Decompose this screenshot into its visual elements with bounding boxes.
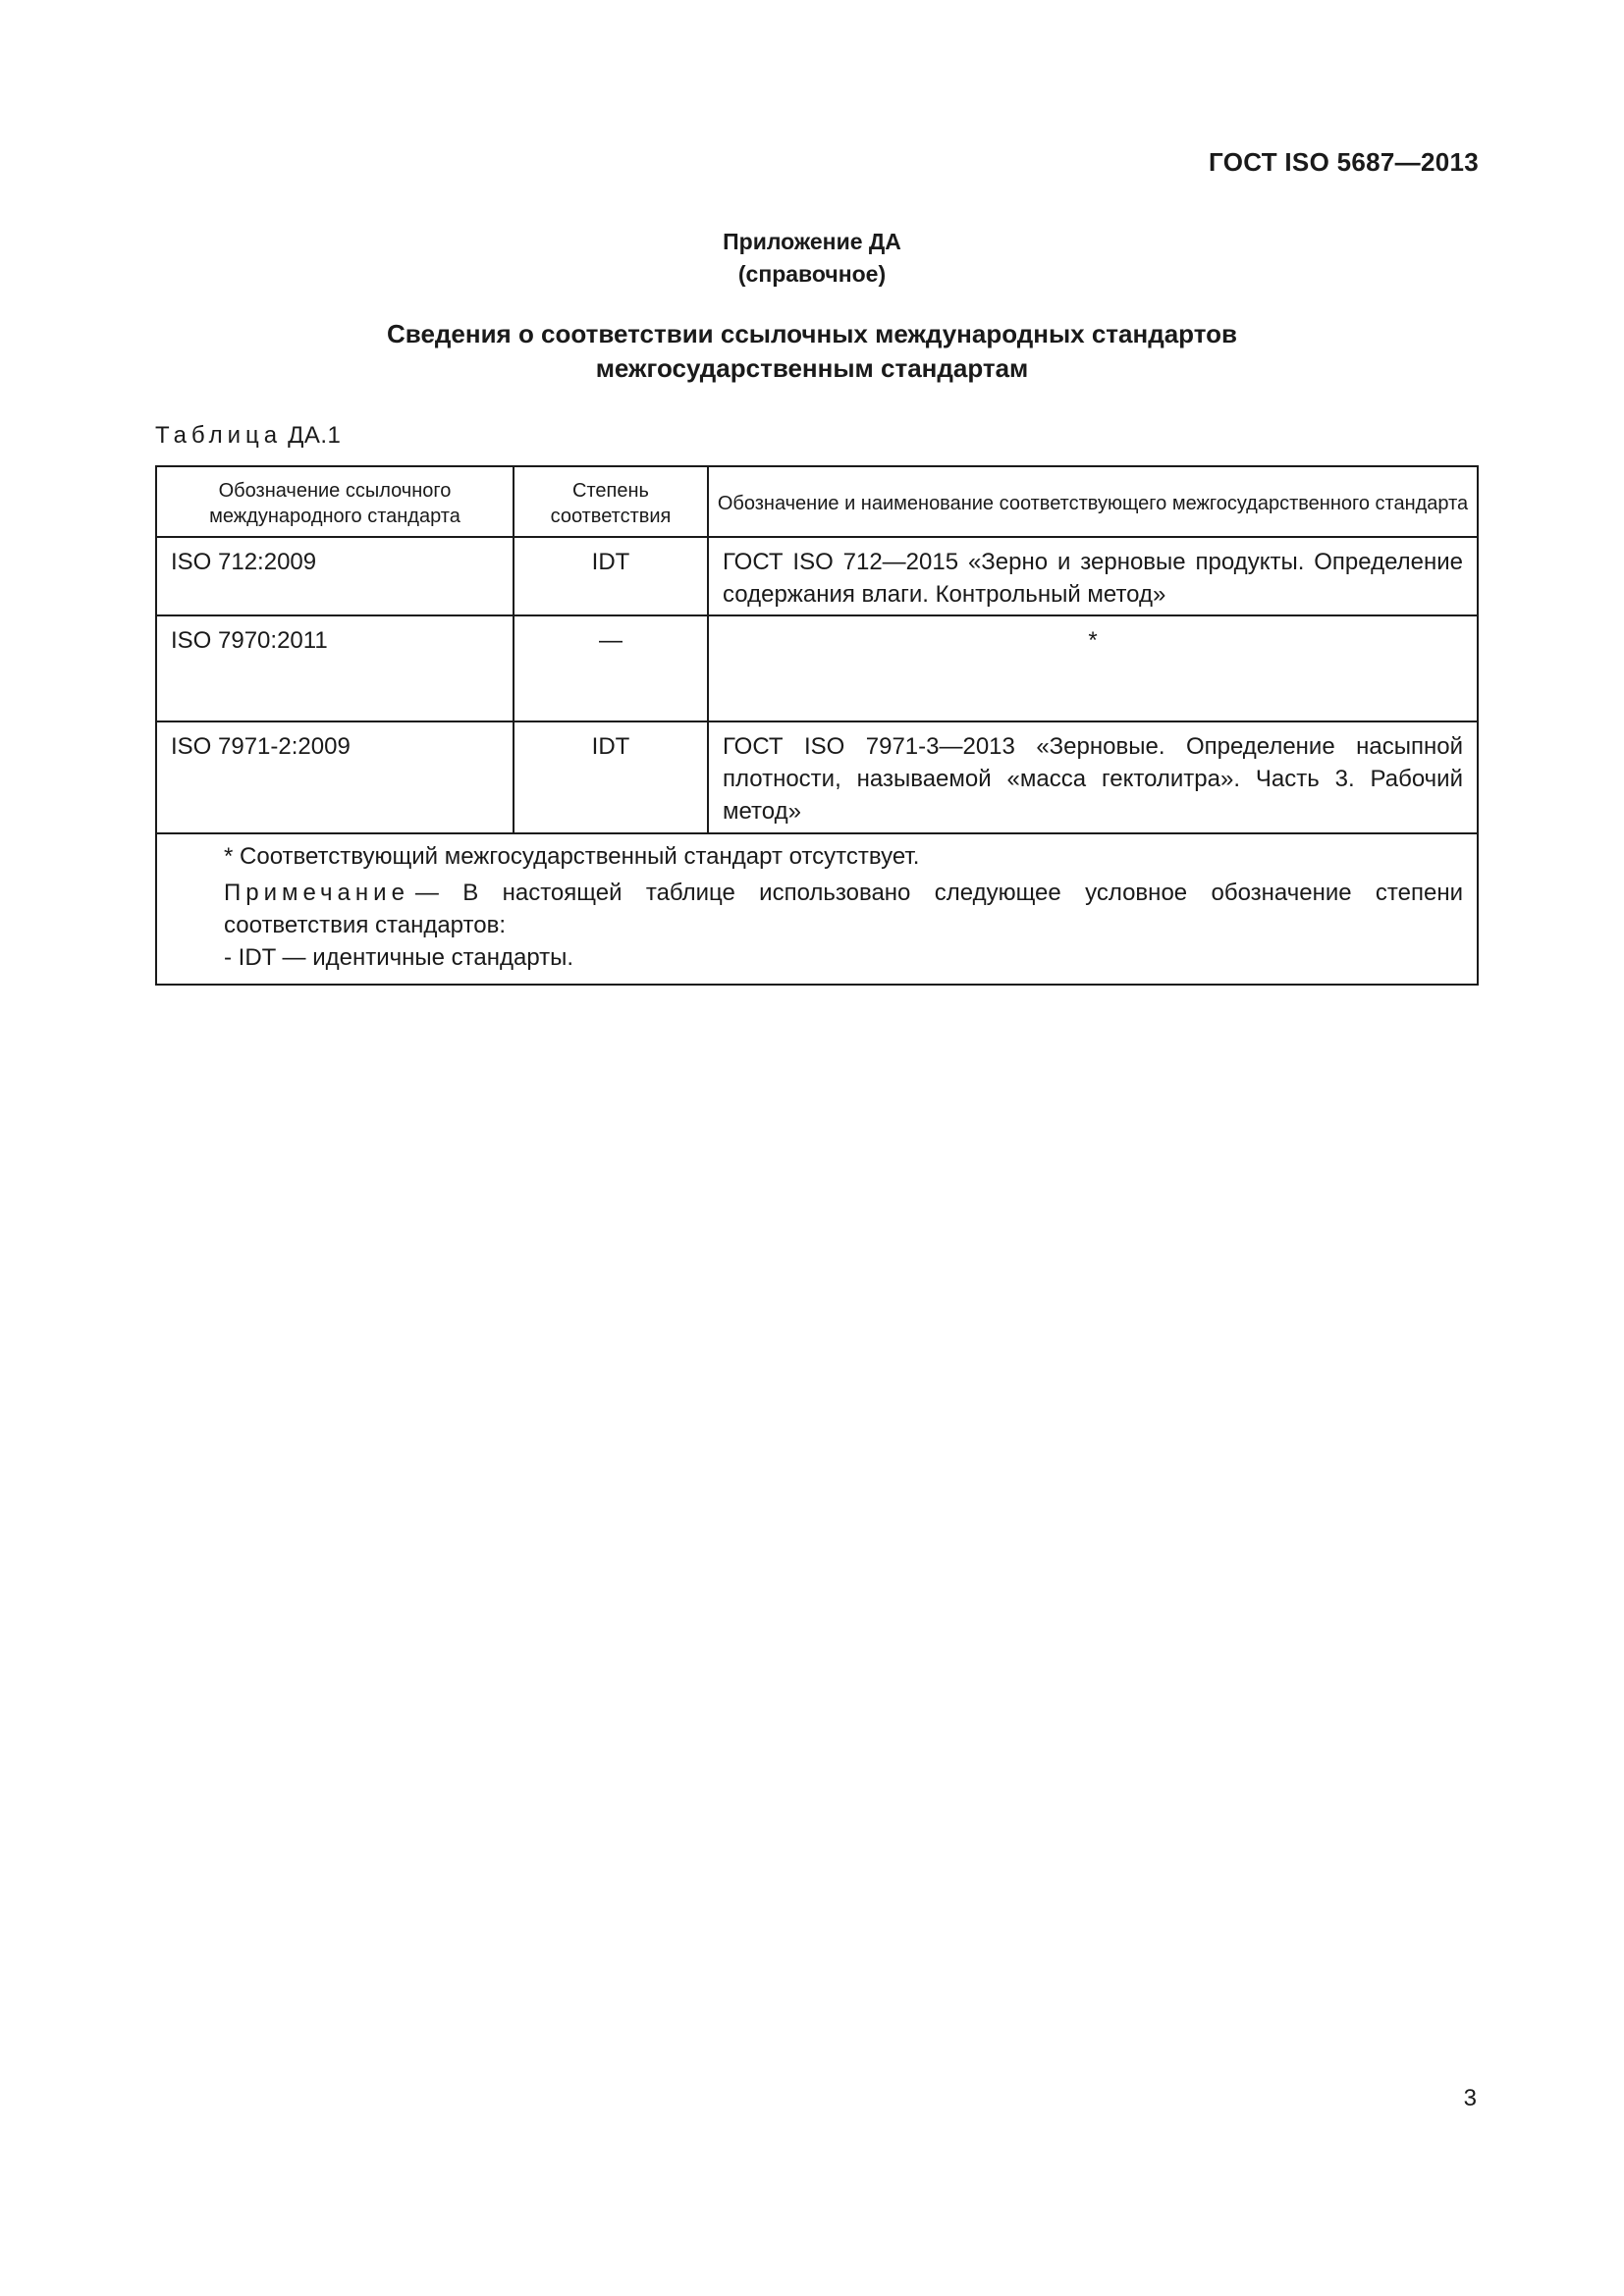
correspondence-table-wrapper <box>155 465 1477 986</box>
header-interstate-standard: Обозначение и наименование соответствующего межгосударственного стандарта <box>708 466 1478 537</box>
table-footnote: * Соответствующий межгосударственный стандарт отсутствует. <box>224 843 920 870</box>
table-caption-id: ДА.1 <box>288 422 342 449</box>
note-text: — В настоящей таблице использовано следующее условное обозначение степени соответствия стандартов: <box>224 880 1463 938</box>
cell-interstate: ГОСТ ISO 712—2015 «Зерно и зерновые продукты. Определение содержания влаги. Контрольный метод» <box>708 537 1478 615</box>
appendix-subtitle: (справочное) <box>737 261 887 287</box>
cell-intl: ISO 712:2009 <box>156 537 514 615</box>
appendix-heading <box>0 226 1624 291</box>
cell-degree: IDT <box>514 537 708 615</box>
header-degree: Степень соответствия <box>514 466 708 537</box>
table-row <box>156 615 1478 721</box>
table-notes-row <box>156 833 1478 985</box>
cell-intl: ISO 7971-2:2009 <box>156 721 514 833</box>
table-row <box>156 537 1478 615</box>
note-item: - IDT — идентичные стандарты. <box>224 944 574 971</box>
cell-interstate: * <box>708 615 1478 721</box>
table-caption-word: Таблица <box>155 422 283 449</box>
table-row <box>156 721 1478 833</box>
page-number: 3 <box>1463 2085 1477 2111</box>
cell-interstate: ГОСТ ISO 7971-3—2013 «Зерновые. Определение насыпной плотности, называемой «масса гектолитра». Часть 3. Рабочий метод» <box>708 721 1478 833</box>
header-intl-standard: Обозначение ссылочного международного стандарта <box>156 466 514 537</box>
table-caption <box>155 422 341 450</box>
cell-degree: IDT <box>514 721 708 833</box>
note-label: Примечание <box>224 880 409 906</box>
cell-degree: — <box>514 615 708 721</box>
table-notes <box>156 833 1478 985</box>
table-note <box>171 877 1463 941</box>
section-title-line-1: Сведения о соответствии ссылочных международных стандартов <box>387 319 1237 348</box>
section-title-line-2: межгосударственным стандартам <box>595 353 1029 383</box>
table-header-row <box>156 466 1478 537</box>
cell-intl: ISO 7970:2011 <box>156 615 514 721</box>
appendix-title: Приложение ДА <box>723 229 901 254</box>
correspondence-table <box>155 465 1479 986</box>
document-code: ГОСТ ISO 5687—2013 <box>1209 147 1479 177</box>
section-title <box>0 317 1624 386</box>
